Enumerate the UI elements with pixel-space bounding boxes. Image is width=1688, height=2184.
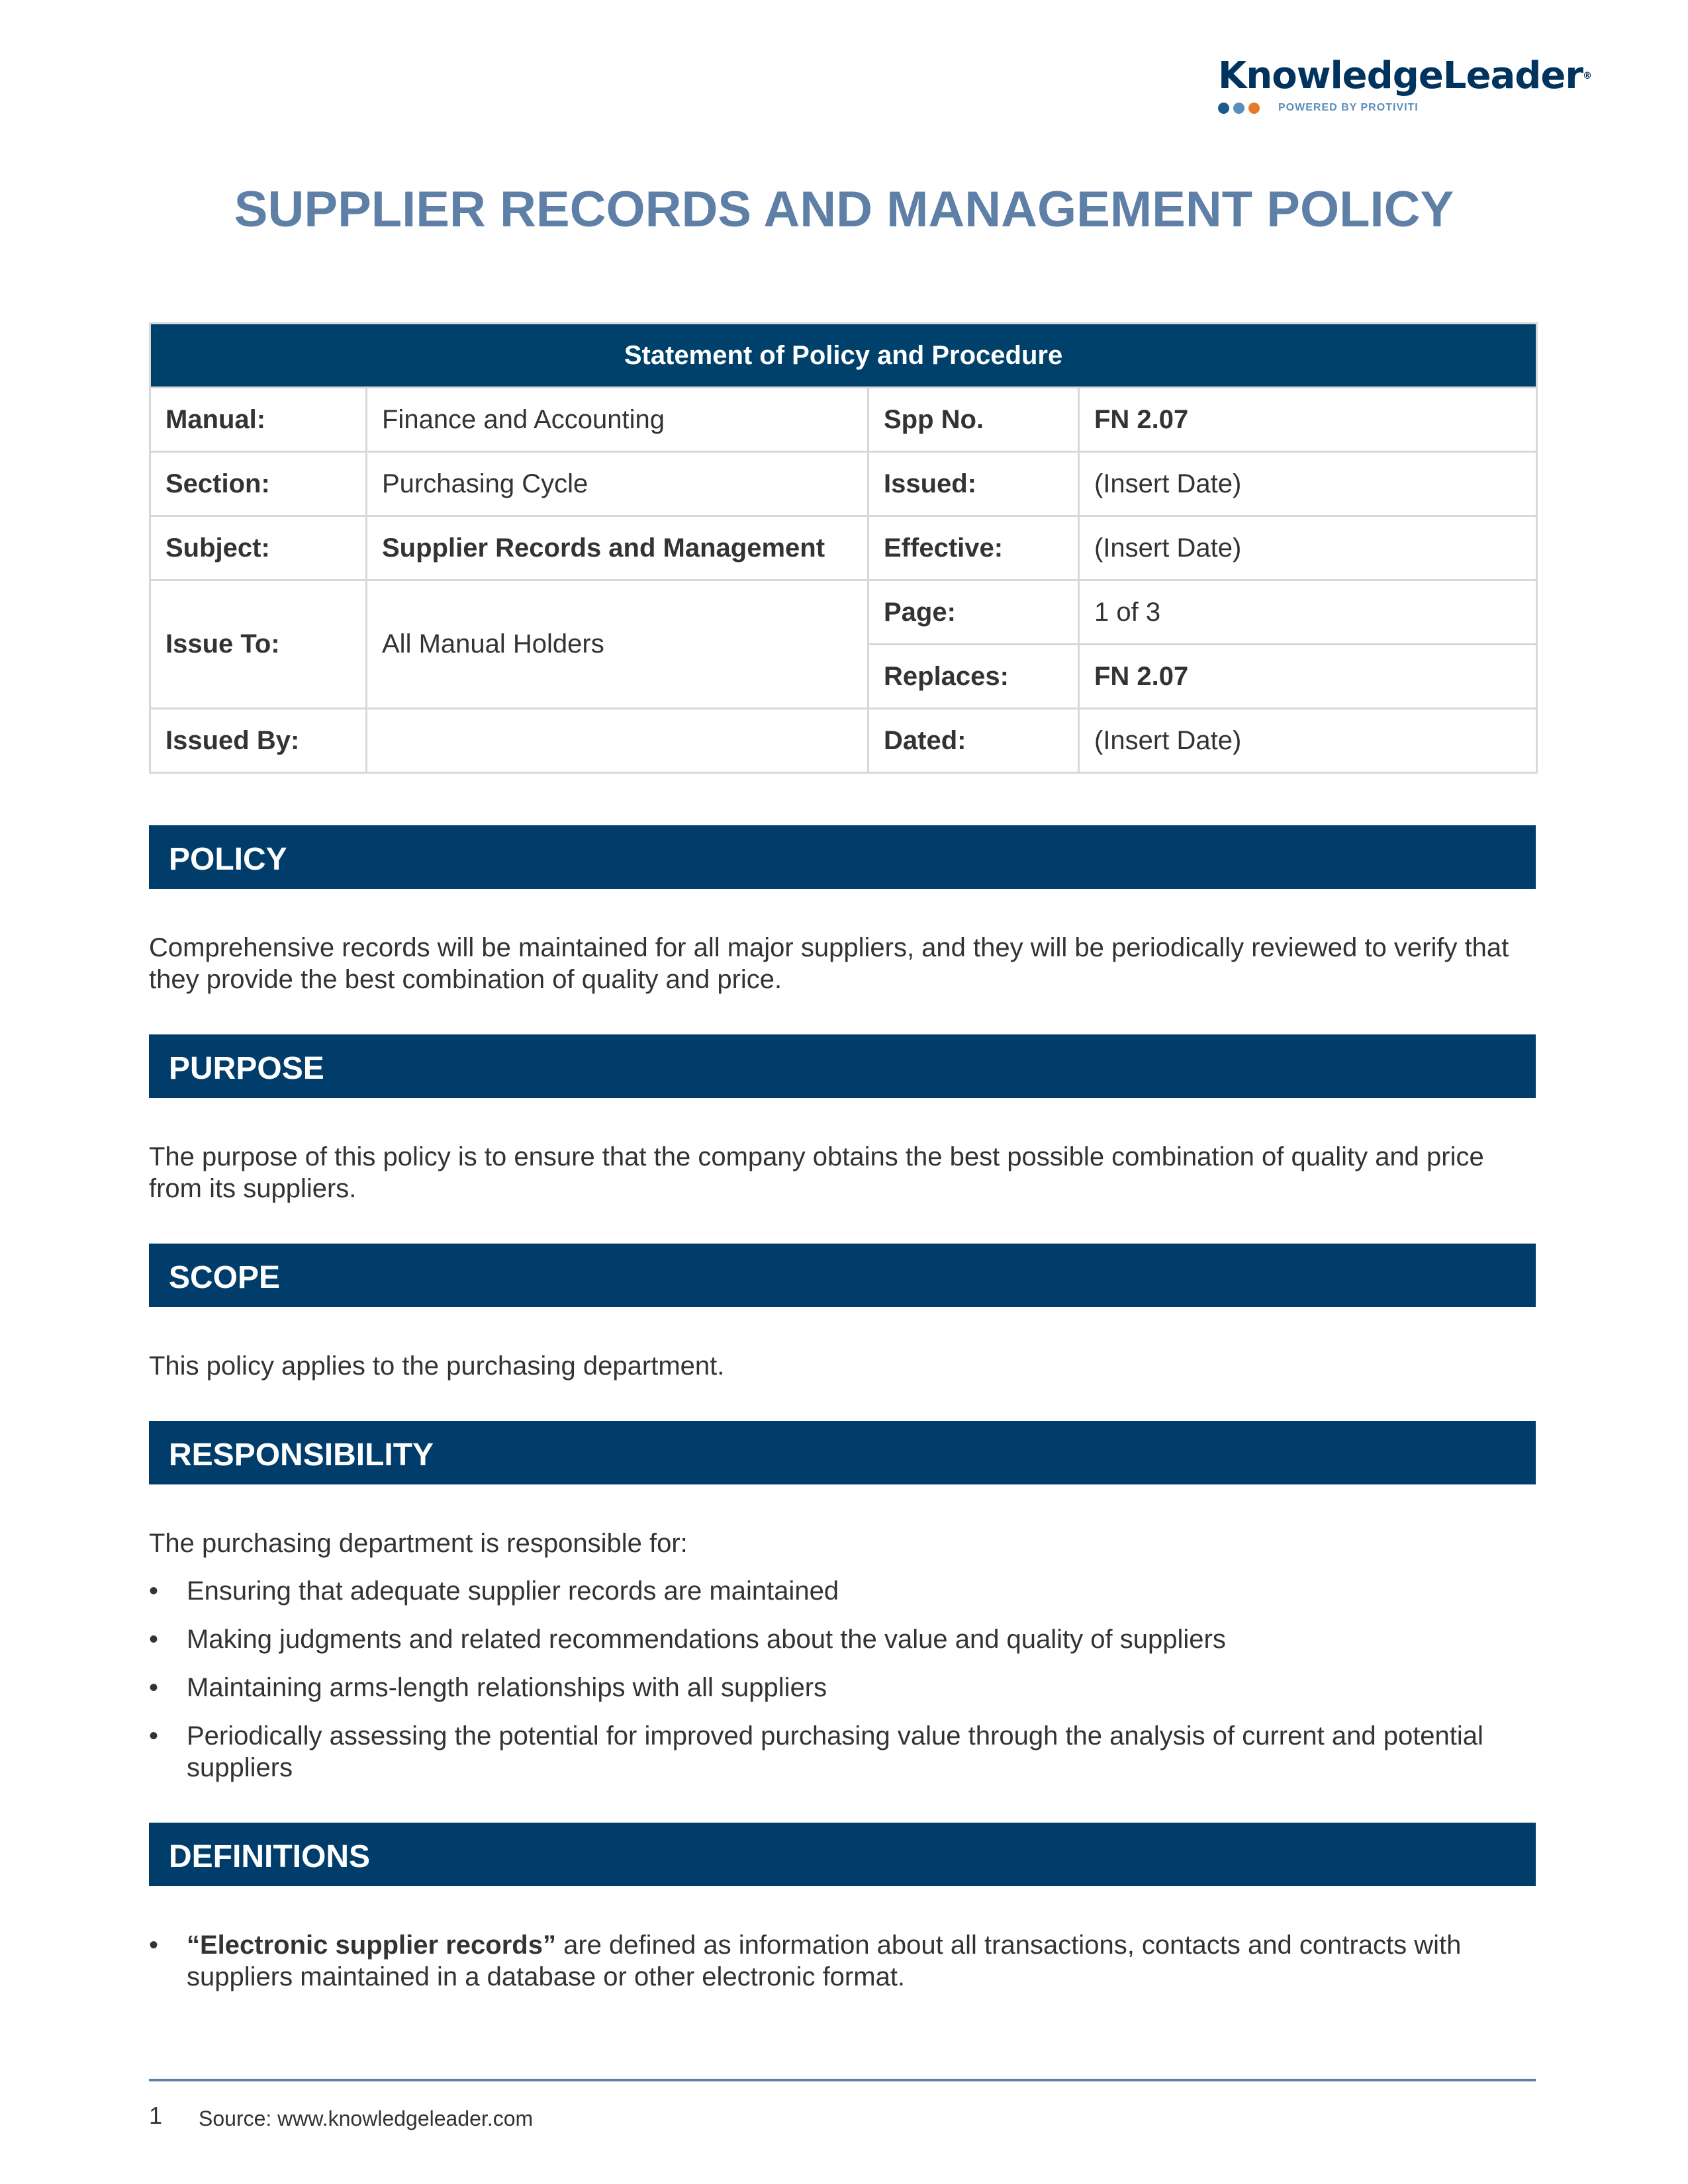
logo-dot-2: [1233, 103, 1244, 114]
responsibility-item-2: Making judgments and related recommendations about the value and quality of suppliers: [187, 1625, 1226, 1654]
effective-label: Effective:: [868, 516, 1079, 580]
logo-name: KnowledgeLeader: [1218, 54, 1583, 97]
section-value: Purchasing Cycle: [367, 452, 868, 516]
responsibility-item-1: Ensuring that adequate supplier records are maintained: [187, 1576, 839, 1606]
spp-label: Spp No.: [868, 388, 1079, 452]
footer-page-number: 1: [149, 2102, 163, 2129]
issued-by-label: Issued By:: [150, 709, 367, 773]
footer-divider: [149, 2079, 1536, 2081]
bullet-marker: •: [149, 1673, 159, 1702]
issued-value: (Insert Date): [1079, 452, 1537, 516]
document-title: SUPPLIER RECORDS AND MANAGEMENT POLICY: [234, 181, 1454, 238]
list-item: [149, 1575, 1536, 1607]
manual-label: Manual:: [150, 388, 367, 452]
logo-powered-by: POWERED BY PROTIVITI: [1278, 102, 1419, 113]
issue-to-label: Issue To:: [150, 580, 367, 709]
scope-text: This policy applies to the purchasing department.: [149, 1351, 725, 1381]
page-label: Page:: [868, 580, 1079, 645]
bullet-marker: •: [149, 1576, 159, 1606]
section-label: Section:: [150, 452, 367, 516]
statement-header: Statement of Policy and Procedure: [150, 324, 1537, 388]
bullet-marker: •: [149, 1931, 159, 1960]
table-row: [150, 516, 1537, 580]
knowledgeleader-logo: [1218, 54, 1591, 114]
table-row: [150, 709, 1537, 773]
definition-item: [187, 1929, 1536, 1993]
responsibility-item-4: Periodically assessing the potential for improved purchasing value through the analysis of current and potential suppliers: [187, 1721, 1483, 1782]
logo-dot-1: [1218, 103, 1229, 114]
dated-label: Dated:: [868, 709, 1079, 773]
definition-text: are defined as information about all transactions, contacts and contracts with suppliers maintained in a database or other electronic format.: [187, 1931, 1462, 1991]
responsibility-intro: The purchasing department is responsible for:: [149, 1529, 688, 1558]
scope-heading: SCOPE: [149, 1244, 1536, 1307]
logo-subline: [1218, 102, 1536, 114]
definitions-heading: DEFINITIONS: [149, 1823, 1536, 1886]
logo-registered-mark: ®: [1582, 71, 1591, 81]
footer-source: Source: www.knowledgeleader.com: [199, 2107, 534, 2130]
list-item: [149, 1672, 1536, 1704]
table-row: [150, 388, 1537, 452]
list-item: [149, 1929, 1536, 1993]
purpose-heading: PURPOSE: [149, 1034, 1536, 1098]
table-row: [150, 452, 1537, 516]
bullet-marker: •: [149, 1721, 159, 1751]
subject-value: Supplier Records and Management: [367, 516, 868, 580]
policy-heading: POLICY: [149, 825, 1536, 889]
list-item: [149, 1623, 1536, 1655]
list-item: [149, 1720, 1536, 1784]
responsibility-heading: RESPONSIBILITY: [149, 1421, 1536, 1484]
manual-value: Finance and Accounting: [367, 388, 868, 452]
statement-table: [149, 322, 1538, 774]
spp-value: FN 2.07: [1079, 388, 1537, 452]
replaces-label: Replaces:: [868, 645, 1079, 709]
replaces-value: FN 2.07: [1079, 645, 1537, 709]
dated-value: (Insert Date): [1079, 709, 1537, 773]
bullet-marker: •: [149, 1625, 159, 1654]
purpose-text: The purpose of this policy is to ensure that the company obtains the best possible combination of quality and price from its suppliers.: [149, 1142, 1484, 1203]
logo-dot-3: [1248, 103, 1260, 114]
effective-value: (Insert Date): [1079, 516, 1537, 580]
statement-header-row: [150, 324, 1537, 388]
responsibility-item-3: Maintaining arms-length relationships with all suppliers: [187, 1673, 827, 1702]
issued-label: Issued:: [868, 452, 1079, 516]
policy-text: Comprehensive records will be maintained for all major suppliers, and they will be periodically reviewed to verify that they provide the best combination of quality and price.: [149, 933, 1509, 994]
issued-by-value: [367, 709, 868, 773]
subject-label: Subject:: [150, 516, 367, 580]
page-value: 1 of 3: [1079, 580, 1537, 645]
definition-term: “Electronic supplier records”: [187, 1931, 556, 1960]
table-row: [150, 580, 1537, 645]
issue-to-value: All Manual Holders: [367, 580, 868, 709]
